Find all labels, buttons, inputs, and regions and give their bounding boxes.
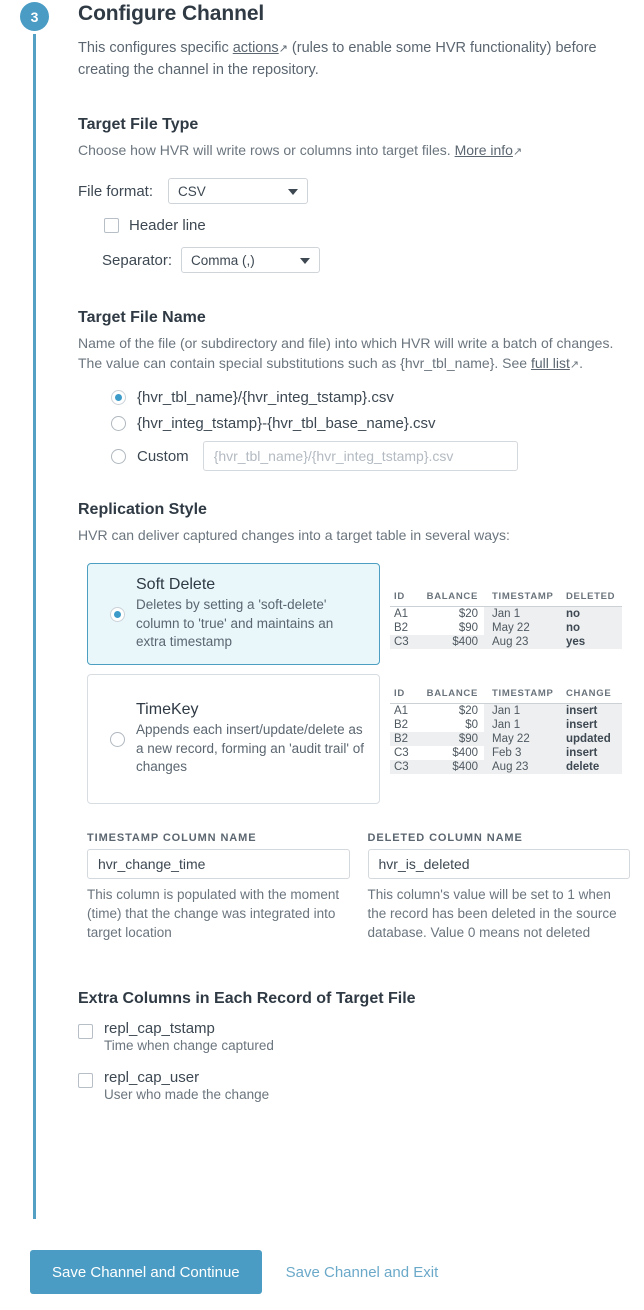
cell-id: A1 [390,704,422,719]
intro-text-after: (rules to enable some HVR functionality) before creating the channel in the repository. [78,40,597,78]
table-row [390,704,622,719]
timekey-example-table [390,688,622,774]
cell-timestamp: May 22 [484,621,562,635]
soft-delete-description: Deletes by setting a 'soft-delete' column to 'true' and maintains an extra timestamp [136,597,334,650]
target-file-name-desc-text: Name of the file (or subdirectory and file) into which HVR will write a batch of changes. The value can contain special substitutions such as {hvr_tbl_name}. See [78,335,614,371]
cell-timestamp: Jan 1 [484,704,562,719]
target-file-name-options [78,389,630,471]
target-file-name-description [78,333,630,375]
file-name-option-1[interactable] [111,415,630,432]
timekey-example-table-wrap [390,674,622,774]
col-change: CHANGE [562,688,622,704]
cell-timestamp: May 22 [484,732,562,746]
deleted-column-label: DELETED COLUMN NAME [367,832,523,844]
target-file-name-title: Target File Name [78,309,206,326]
cell-id: C3 [390,760,422,774]
separator-value: Comma (,) [191,252,255,268]
cell-balance: $400 [422,746,484,760]
file-name-option-0[interactable] [111,389,630,406]
header-line-checkbox[interactable] [104,218,119,233]
step-rail [20,2,50,1217]
column-name-fields [78,832,630,942]
separator-label: Separator: [102,251,173,269]
replication-style-title: Replication Style [78,501,207,518]
replication-style-card-timekey[interactable] [87,674,380,804]
table-header-row [390,688,622,704]
cell-deleted: no [562,607,622,622]
cell-change: delete [562,760,622,774]
header-line-label: Header line [129,217,206,234]
col-balance: BALANCE [422,688,484,704]
cell-change: insert [562,746,622,760]
file-name-option-label-0: {hvr_tbl_name}/{hvr_integ_tstamp}.csv [137,389,394,406]
save-channel-and-continue-button[interactable]: Save Channel and Continue [30,1250,262,1294]
chevron-down-icon [300,258,310,264]
file-format-value: CSV [178,183,206,199]
col-timestamp: TIMESTAMP [484,591,562,607]
repl-cap-tstamp-checkbox[interactable] [78,1024,93,1039]
cell-id: B2 [390,718,422,732]
soft-delete-row [78,563,630,665]
cell-deleted: no [562,621,622,635]
table-header-row [390,591,622,607]
separator-select[interactable] [181,247,320,273]
cell-timestamp: Aug 23 [484,760,562,774]
timekey-title: TimeKey [136,701,199,719]
step-connector-line [33,34,36,1219]
cell-balance: $90 [422,621,484,635]
col-deleted: DELETED [562,591,622,607]
file-name-radio-2[interactable] [111,449,126,464]
cell-id: A1 [390,607,422,622]
chevron-down-icon [288,189,298,195]
table-row [390,746,622,760]
table-row [390,718,622,732]
timekey-description: Appends each insert/update/delete as a new record, forming an 'audit trail' of changes [136,722,365,775]
timekey-radio[interactable] [110,732,125,747]
page-title: Configure Channel [78,2,265,25]
col-timestamp: TIMESTAMP [484,688,562,704]
section-target-file-type [78,116,630,273]
deleted-column-block [368,832,631,942]
deleted-column-help: This column's value will be set to 1 when the record has been deleted in the source database. Value 0 means not deleted [367,887,617,940]
save-channel-and-exit-button[interactable]: Save Channel and Exit [285,1263,439,1281]
external-link-icon: ↗ [278,43,288,55]
table-row [390,760,622,774]
col-id: ID [390,591,422,607]
target-file-name-desc-end: . [579,355,583,371]
cell-balance: $400 [422,760,484,774]
col-id: ID [390,688,422,704]
file-name-radio-0[interactable] [111,390,126,405]
target-file-type-desc-text: Choose how HVR will write rows or columns into target files. [78,142,455,158]
page-intro [78,38,630,81]
repl-cap-tstamp-description: Time when change captured [104,1038,274,1053]
cell-balance: $0 [422,718,484,732]
file-name-option-2[interactable] [111,441,630,471]
repl-cap-user-checkbox[interactable] [78,1073,93,1088]
custom-file-name-input[interactable] [203,441,518,471]
timestamp-column-label: TIMESTAMP COLUMN NAME [87,832,257,844]
soft-delete-example-table-wrap [390,563,622,649]
cell-balance: $20 [422,704,484,719]
col-balance: BALANCE [422,591,484,607]
cell-deleted: yes [562,635,622,649]
file-name-radio-1[interactable] [111,416,126,431]
intro-text-before: This configures specific [78,40,233,56]
soft-delete-example-table [390,591,622,649]
footer-actions [30,1250,438,1294]
actions-link[interactable]: actions [232,40,279,56]
timekey-row [78,674,630,804]
full-list-link[interactable]: full list [530,355,570,371]
repl-cap-tstamp-label: repl_cap_tstamp [104,1020,215,1037]
repl-cap-user-description: User who made the change [104,1087,270,1102]
table-row [390,732,622,746]
cell-timestamp: Feb 3 [484,746,562,760]
deleted-column-input[interactable] [368,849,631,879]
file-format-select[interactable] [168,178,308,204]
cell-id: C3 [390,635,422,649]
section-target-file-name [78,309,630,471]
cell-balance: $90 [422,732,484,746]
section-replication-style [78,501,630,942]
timestamp-column-block [87,832,350,942]
cell-timestamp: Aug 23 [484,635,562,649]
replication-style-description: HVR can deliver captured changes into a target table in several ways: [78,527,510,543]
cell-id: B2 [390,621,422,635]
external-link-icon: ↗ [569,359,580,371]
replication-style-card-soft-delete[interactable] [87,563,380,665]
target-file-type-title: Target File Type [78,116,199,133]
timestamp-column-help: This column is populated with the moment (time) that the change was integrated into target location [87,887,340,940]
file-name-option-label-2: Custom [137,447,189,465]
more-info-link[interactable]: More info [454,142,513,158]
soft-delete-radio[interactable] [110,607,125,622]
file-name-option-label-1: {hvr_integ_tstamp}-{hvr_tbl_base_name}.csv [137,415,436,432]
repl-cap-user-label: repl_cap_user [104,1069,200,1086]
cell-change: insert [562,718,622,732]
table-row [390,607,622,622]
section-extra-columns [78,990,630,1102]
cell-id: B2 [390,732,422,746]
step-number-badge: 3 [20,2,49,31]
cell-timestamp: Jan 1 [484,607,562,622]
table-row [390,635,622,649]
table-row [390,621,622,635]
page-content [78,0,630,1102]
cell-timestamp: Jan 1 [484,718,562,732]
header-line-row[interactable] [78,217,630,234]
file-format-label: File format: [78,182,154,200]
extra-column-item-0[interactable] [78,1020,630,1053]
file-format-row [78,178,630,204]
soft-delete-title: Soft Delete [136,576,216,594]
separator-row [78,247,630,273]
cell-change: updated [562,732,622,746]
cell-change: insert [562,704,622,719]
timestamp-column-input[interactable] [87,849,350,879]
cell-balance: $20 [422,607,484,622]
cell-balance: $400 [422,635,484,649]
external-link-icon: ↗ [512,146,523,158]
extra-column-item-1[interactable] [78,1069,630,1102]
target-file-type-description [78,140,630,162]
cell-id: C3 [390,746,422,760]
extra-columns-title: Extra Columns in Each Record of Target File [78,990,416,1007]
